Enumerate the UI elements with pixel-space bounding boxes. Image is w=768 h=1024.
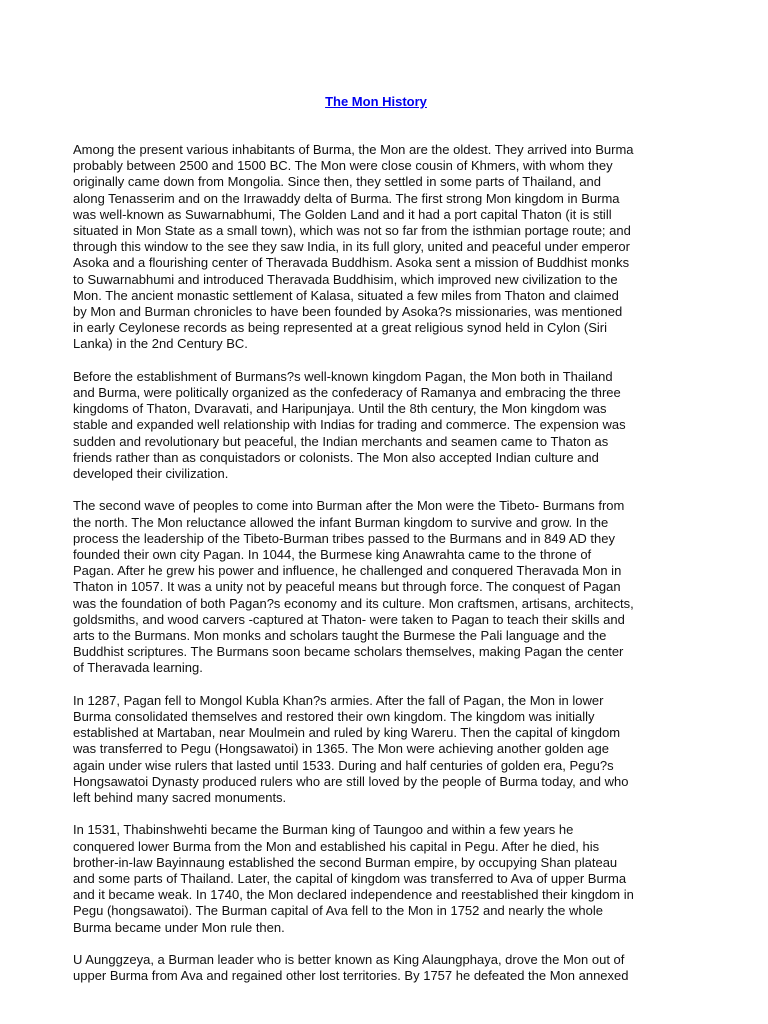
text-line: in early Ceylonese records as being represented at a great religious synod held in Cylon (Siri <box>73 320 608 336</box>
text-line: probably between 2500 and 1500 BC. The Mon were close cousin of Khmers, with whom they <box>73 158 613 174</box>
text-line: kingdoms of Thaton, Dvaravati, and Haripunjaya. Until the 8th century, the Mon kingdom was <box>73 401 607 417</box>
text-line: originally came down from Mongolia. Since then, they settled in some parts of Thailand, and <box>73 174 601 190</box>
text-line: arts to the Burmans. Mon monks and scholars taught the Burmese the Pali language and the <box>73 628 607 644</box>
text-line: and some parts of Thailand. Later, the capital of kingdom was transferred to Ava of upper Burma <box>73 871 627 887</box>
text-line: Burma became under Mon rule then. <box>73 919 285 935</box>
text-line: was transferred to Pegu (Hongsawatoi) in 1365. The Mon were achieving another golden age <box>73 741 609 757</box>
text-line: Hongsawatoi Dynasty produced rulers who are still loved by the people of Burma today, and who <box>73 773 629 789</box>
text-line: established at Martaban, near Moulmein and ruled by king Wareru. Then the capital of kingdom <box>73 725 621 741</box>
text-line: In 1287, Pagan fell to Mongol Kubla Khan?s armies. After the fall of Pagan, the Mon in lower <box>73 692 604 708</box>
text-line: Asoka and a flourishing center of Theravada Buddhism. Asoka sent a mission of Buddhist monks <box>73 255 630 271</box>
text-line: Pegu (hongsawatoi). The Burman capital of Ava fell to the Mon in 1752 and nearly the whole <box>73 903 603 919</box>
text-line: Burma consolidated themselves and restored their own kingdom. The kingdom was initially <box>73 709 595 725</box>
text-line: Buddhist scriptures. The Burmans soon became scholars themselves, making Pagan the center <box>73 644 624 660</box>
text-line: by Mon and Burman chronicles to have been founded by Asoka?s missionaries, was mentioned <box>73 304 623 320</box>
text-line: of Theravada learning. <box>73 660 203 676</box>
paragraph <box>73 952 713 984</box>
text-line: along Tenasserim and on the Irrawaddy delta of Burma. The first strong Mon kingdom in Burma <box>73 190 620 206</box>
text-line: sudden and revolutionary but peaceful, the Indian merchants and seamen came to Thaton as <box>73 433 609 449</box>
text-line: Thaton in 1057. It was a unity not by peaceful means but through force. The conquest of Pagan <box>73 579 621 595</box>
text-line: U Aunggzeya, a Burman leader who is better known as King Alaungphaya, drove the Mon out of <box>73 952 625 968</box>
text-line: upper Burma from Ava and regained other lost territories. By 1757 he defeated the Mon annexed <box>73 968 629 984</box>
paragraph <box>73 369 713 482</box>
text-line: and it became weak. In 1740, the Mon declared independence and reestablished their kingdom in <box>73 887 634 903</box>
text-line: Among the present various inhabitants of Burma, the Mon are the oldest. They arrived into Burma <box>73 142 634 157</box>
text-line: conquered lower Burma from the Mon and established his capital in Pegu. After he died, his <box>73 838 600 854</box>
document-body <box>73 142 713 1001</box>
text-line: left behind many sacred monuments. <box>73 790 287 806</box>
text-line: Lanka) in the 2nd Century BC. <box>73 336 248 352</box>
text-line: was the foundation of both Pagan?s economy and its culture. Mon craftsmen, artisans, architects, <box>73 595 634 611</box>
paragraph <box>73 693 713 806</box>
text-line: the north. The Mon reluctance allowed the infant Burman kingdom to survive and grow. In the <box>73 514 609 530</box>
text-line: to Suwarnabhumi and introduced Theravada Buddhisim, which improved new civilization to the <box>73 271 618 287</box>
text-line: The second wave of peoples to come into Burman after the Mon were the Tibeto- Burmans from <box>73 498 625 514</box>
text-line: goldsmiths, and wood carvers -captured at Thaton- were taken to Pagan to teach their skills and <box>73 611 625 627</box>
text-line: Pagan. After he grew his power and influence, he challenged and conquered Theravada Mon in <box>73 563 622 579</box>
text-line: situated in Mon State as a small town), which was not so far from the isthmian portage route; and <box>73 223 631 239</box>
text-line: through this window to the see they saw India, in its full glory, united and peaceful under emperor <box>73 239 630 255</box>
text-line: was well-known as Suwarnabhumi, The Golden Land and it had a port capital Thaton (it is still <box>73 206 612 222</box>
text-line: Before the establishment of Burmans?s well-known kingdom Pagan, the Mon both in Thailand <box>73 368 613 384</box>
text-line: and Burma, were politically organized as the confederacy of Ramanya and embracing the three <box>73 385 621 401</box>
paragraph <box>73 498 713 676</box>
text-line: stable and expanded well relationship with Indias for trading and commerce. The expension was <box>73 417 626 433</box>
text-line: founded their own city Pagan. In 1044, the Burmese king Anawrahta came to the throne of <box>73 547 592 563</box>
text-line: Mon. The ancient monastic settlement of Kalasa, situated a few miles from Thaton and claimed <box>73 287 619 303</box>
text-line: brother-in-law Bayinnaung established the second Burman empire, by occupying Shan plateau <box>73 854 618 870</box>
text-line: friends rather than as conquistadors or colonists. The Mon also accepted Indian culture and <box>73 449 599 465</box>
title-container <box>0 93 752 111</box>
page-title-link[interactable]: The Mon History <box>325 94 427 109</box>
text-line: In 1531, Thabinshwehti became the Burman king of Taungoo and within a few years he <box>73 822 574 838</box>
paragraph <box>73 822 713 935</box>
text-line: process the leadership of the Tibeto-Burman tribes passed to the Burmans and in 849 AD they <box>73 530 615 546</box>
paragraph <box>73 142 713 353</box>
text-line: developed their civilization. <box>73 466 229 482</box>
text-line: again under wise rulers that lasted until 1533. During and half centuries of golden era, Pegu?s <box>73 757 614 773</box>
